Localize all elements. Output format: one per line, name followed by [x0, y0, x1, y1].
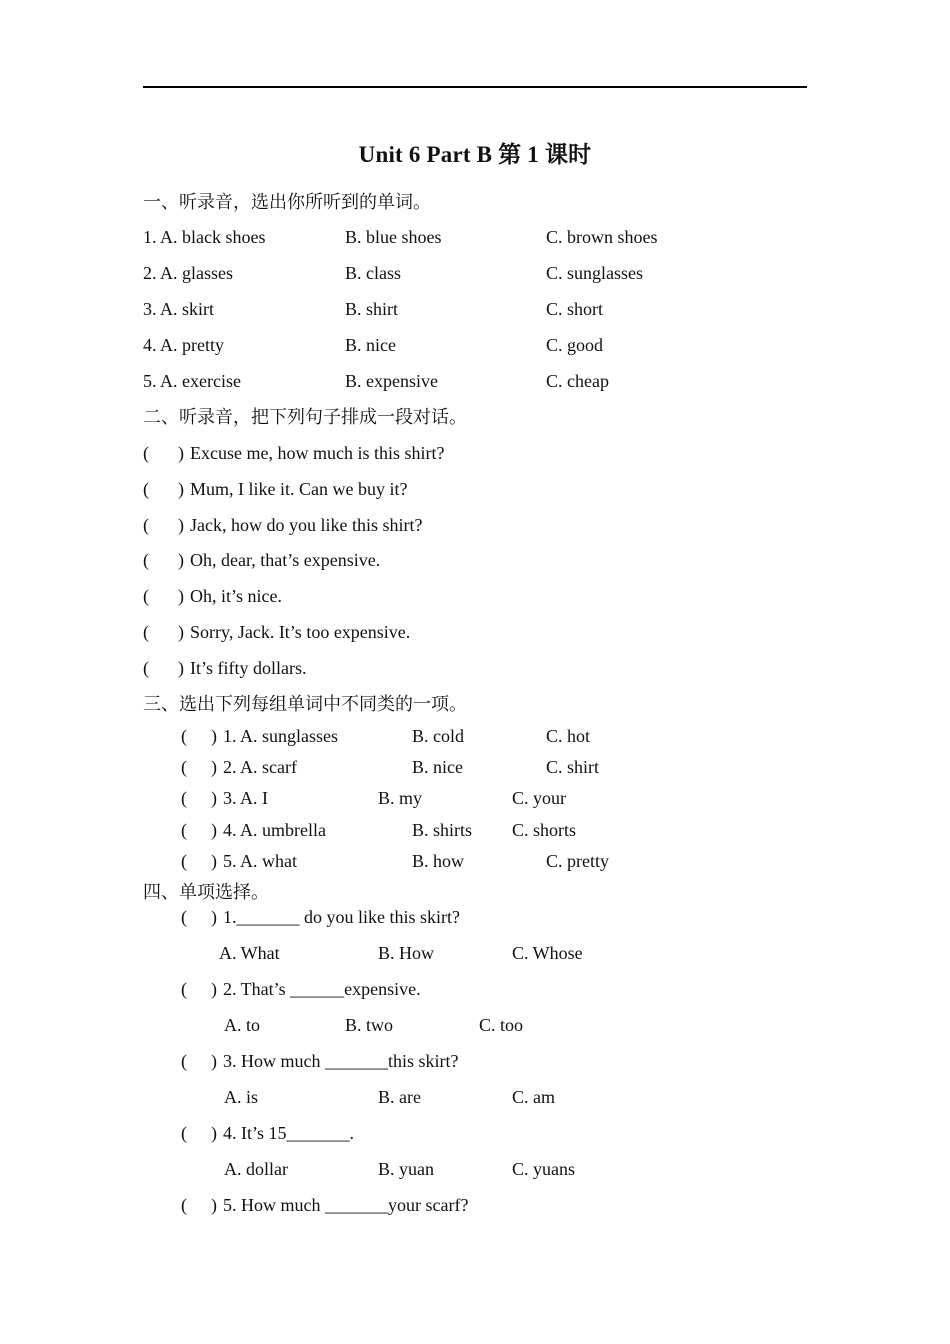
answer-paren-close: ): [178, 658, 184, 678]
answer-paren-close: ): [211, 851, 217, 871]
s4-option-c: C. too: [479, 1015, 524, 1035]
s3-item-5: [181, 850, 781, 872]
answer-paren-open: (: [143, 479, 149, 499]
answer-paren-open: (: [181, 979, 187, 999]
s3-option-b: B. cold: [412, 726, 464, 746]
answer-paren-close: ): [211, 1195, 217, 1215]
s4-question-text: 5. How much _______your scarf?: [223, 1195, 469, 1215]
answer-paren-open: (: [181, 788, 187, 808]
s1-num: 3.: [143, 299, 157, 319]
answer-paren-close: ): [211, 726, 217, 746]
answer-paren-open: (: [143, 622, 149, 642]
s4-question-4: [181, 1122, 781, 1144]
answer-paren-open: (: [181, 757, 187, 777]
s4-option-c: C. yuans: [512, 1159, 575, 1179]
s1-option-b: B. nice: [345, 335, 396, 355]
answer-paren-open: (: [181, 1195, 187, 1215]
s2-sentence-5: [143, 585, 743, 607]
answer-paren-close: ): [211, 820, 217, 840]
s4-option-c: C. Whose: [512, 943, 583, 963]
s4-options-4: [224, 1158, 724, 1180]
answer-paren-close: ): [178, 586, 184, 606]
s1-option-b: B. expensive: [345, 371, 438, 391]
answer-paren-open: (: [181, 851, 187, 871]
header-rule: [143, 86, 807, 88]
s3-item-1: [181, 725, 781, 747]
s4-option-a: A. is: [224, 1087, 259, 1107]
answer-paren-close: ): [211, 1051, 217, 1071]
answer-paren-open: (: [181, 1051, 187, 1071]
s1-option-c: C. good: [546, 335, 604, 355]
s3-option-b: B. my: [378, 788, 423, 808]
s4-option-b: B. are: [378, 1087, 421, 1107]
s3-question: 2. A. scarf: [223, 757, 297, 777]
answer-paren-open: (: [181, 820, 187, 840]
answer-paren-open: (: [143, 515, 149, 535]
s4-question-2: [181, 978, 781, 1000]
section4-heading: 四、单项选择。: [143, 882, 269, 902]
page-title: Unit 6 Part B 第 1 课时: [358, 142, 592, 167]
s3-item-4: [181, 819, 781, 841]
s4-question-text: 2. That’s ______expensive.: [223, 979, 421, 999]
s1-option-a: A. glasses: [160, 263, 234, 283]
section1-heading: 一、听录音，选出你所听到的单词。: [143, 192, 431, 212]
s3-option-c: C. shorts: [512, 820, 577, 840]
s3-item-3: [181, 787, 781, 809]
s1-item-3: [143, 298, 843, 320]
s4-option-a: A. to: [224, 1015, 260, 1035]
s1-option-b: B. class: [345, 263, 401, 283]
s1-item-2: [143, 262, 843, 284]
s3-option-b: B. nice: [412, 757, 463, 777]
s2-sentence-3: [143, 514, 743, 536]
s2-sentence-1: [143, 442, 743, 464]
s4-question-text: 3. How much _______this skirt?: [223, 1051, 459, 1071]
s1-option-c: C. brown shoes: [546, 227, 658, 247]
s3-option-c: C. your: [512, 788, 566, 808]
answer-paren-open: (: [143, 586, 149, 606]
s1-option-a: A. exercise: [160, 371, 241, 391]
answer-paren-close: ): [178, 515, 184, 535]
answer-paren-open: (: [143, 443, 149, 463]
s4-option-a: A. dollar: [224, 1159, 288, 1179]
s1-option-a: A. pretty: [160, 335, 224, 355]
s3-option-c: C. pretty: [546, 851, 609, 871]
s4-question-3: [181, 1050, 781, 1072]
answer-paren-close: ): [211, 1123, 217, 1143]
s4-option-b: B. two: [345, 1015, 394, 1035]
s2-sentence-2: [143, 478, 743, 500]
s1-num: 1.: [143, 227, 157, 247]
answer-paren-close: ): [211, 788, 217, 808]
s1-option-a: A. black shoes: [160, 227, 266, 247]
s4-question-text: 1._______ do you like this skirt?: [223, 907, 460, 927]
s4-option-c: C. am: [512, 1087, 555, 1107]
s4-option-b: B. yuan: [378, 1159, 434, 1179]
s1-option-b: B. shirt: [345, 299, 399, 319]
s3-option-b: B. shirts: [412, 820, 473, 840]
s3-item-2: [181, 756, 781, 778]
s3-option-b: B. how: [412, 851, 465, 871]
answer-paren-open: (: [143, 550, 149, 570]
answer-paren-close: ): [178, 443, 184, 463]
sentence-text: Mum, I like it. Can we buy it?: [190, 479, 408, 499]
s1-option-c: C. sunglasses: [546, 263, 644, 283]
s2-sentence-7: [143, 657, 743, 679]
sentence-text: Oh, it’s nice.: [190, 586, 282, 606]
s1-num: 2.: [143, 263, 157, 283]
s3-question: 4. A. umbrella: [223, 820, 326, 840]
s4-options-3: [224, 1086, 724, 1108]
s2-sentence-4: [143, 549, 743, 571]
s1-item-5: [143, 370, 843, 392]
answer-paren-open: (: [181, 1123, 187, 1143]
sentence-text: Oh, dear, that’s expensive.: [190, 550, 381, 570]
answer-paren-close: ): [211, 979, 217, 999]
s1-option-b: B. blue shoes: [345, 227, 442, 247]
answer-paren-open: (: [181, 726, 187, 746]
s1-option-c: C. short: [546, 299, 604, 319]
answer-paren-close: ): [211, 907, 217, 927]
s1-item-1: [143, 226, 843, 248]
s1-num: 5.: [143, 371, 157, 391]
answer-paren-open: (: [181, 907, 187, 927]
s4-question-1: [181, 906, 781, 928]
s3-option-c: C. shirt: [546, 757, 600, 777]
s3-question: 5. A. what: [223, 851, 297, 871]
s4-options-1: [219, 942, 719, 964]
s4-option-b: B. How: [378, 943, 435, 963]
answer-paren-close: ): [178, 550, 184, 570]
s3-question: 1. A. sunglasses: [223, 726, 339, 746]
answer-paren-close: ): [211, 757, 217, 777]
s1-num: 4.: [143, 335, 157, 355]
answer-paren-close: ): [178, 479, 184, 499]
answer-paren-open: (: [143, 658, 149, 678]
s4-option-a: A. What: [219, 943, 280, 963]
sentence-text: It’s fifty dollars.: [190, 658, 307, 678]
sentence-text: Excuse me, how much is this shirt?: [190, 443, 445, 463]
s3-option-c: C. hot: [546, 726, 591, 746]
s4-question-5: [181, 1194, 781, 1216]
section3-heading: 三、选出下列每组单词中不同类的一项。: [143, 694, 467, 714]
s1-option-c: C. cheap: [546, 371, 609, 391]
s3-question: 3. A. I: [223, 788, 268, 808]
s1-option-a: A. skirt: [160, 299, 215, 319]
sentence-text: Sorry, Jack. It’s too expensive.: [190, 622, 411, 642]
s4-question-text: 4. It’s 15_______.: [223, 1123, 355, 1143]
s4-options-2: [224, 1014, 724, 1036]
answer-paren-close: ): [178, 622, 184, 642]
s1-item-4: [143, 334, 843, 356]
section2-heading: 二、听录音，把下列句子排成一段对话。: [143, 407, 467, 427]
s2-sentence-6: [143, 621, 743, 643]
sentence-text: Jack, how do you like this shirt?: [190, 515, 423, 535]
